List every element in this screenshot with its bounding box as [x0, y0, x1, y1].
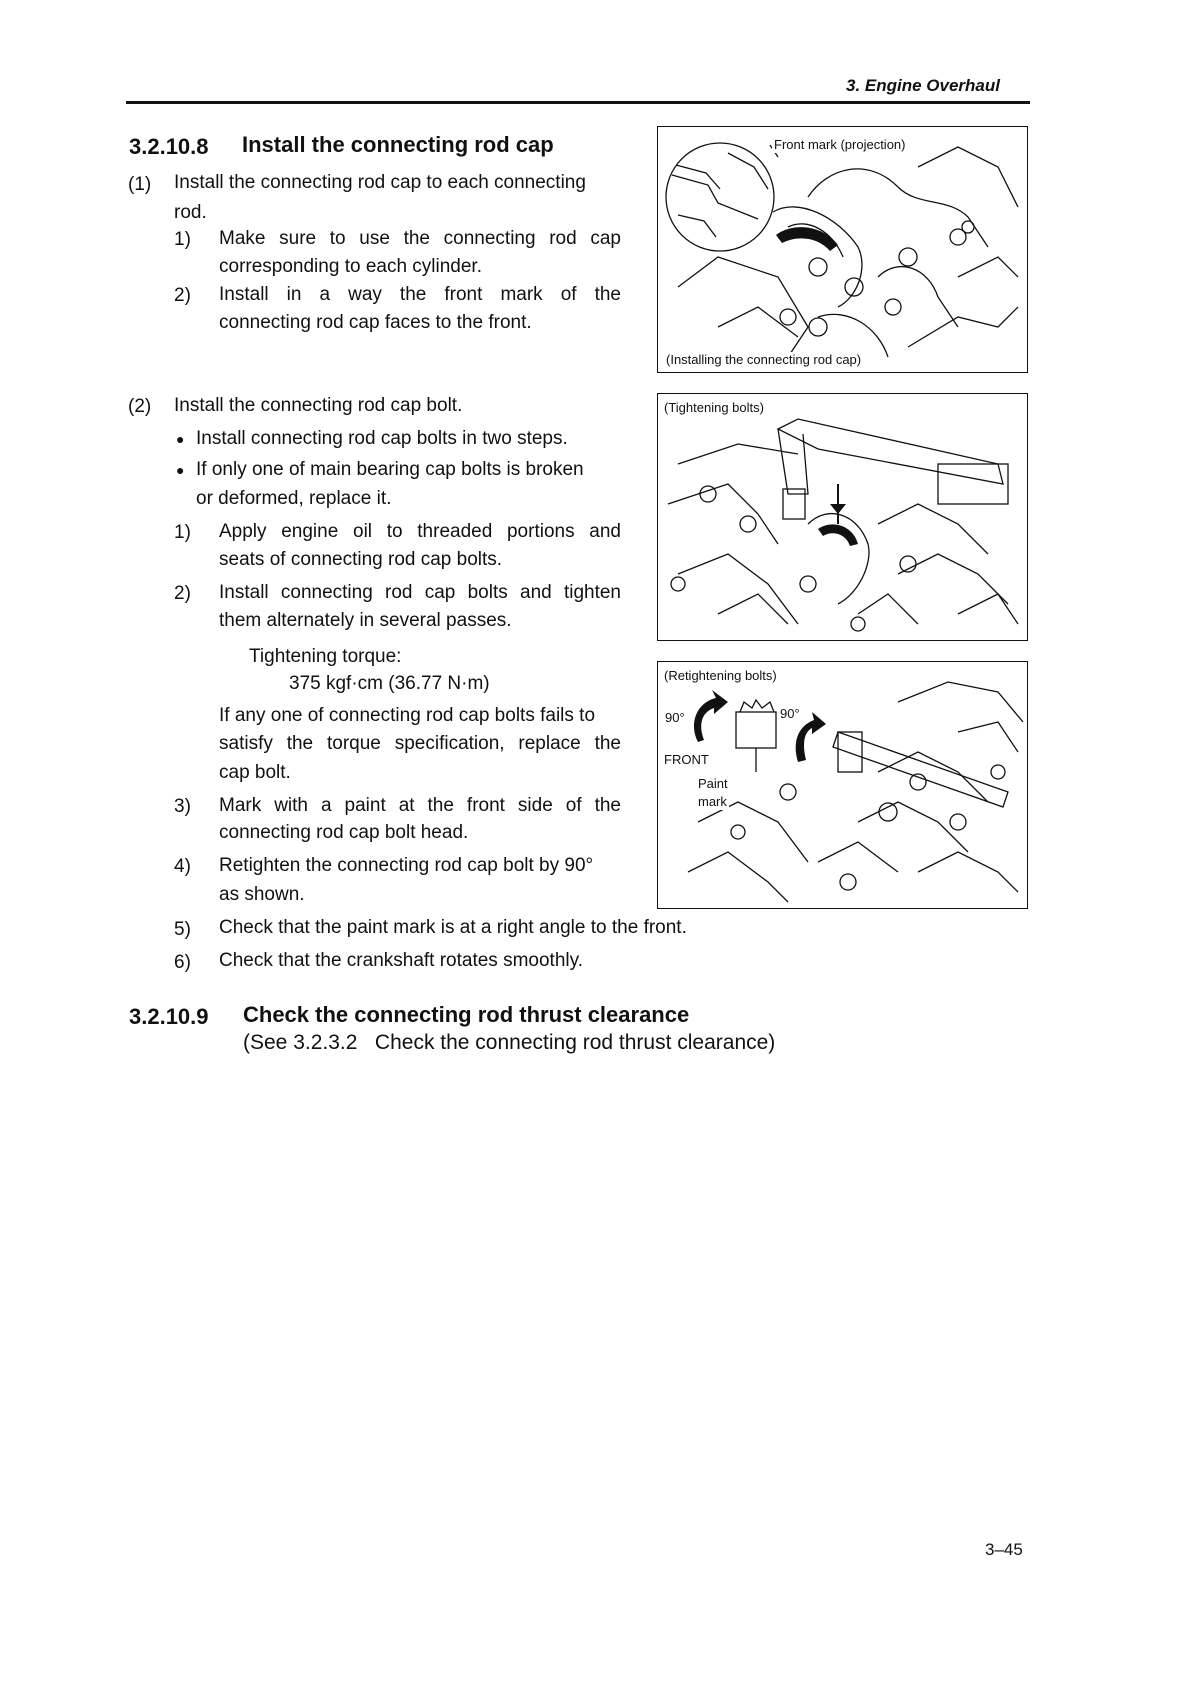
step-2-sub4-marker: 4) — [174, 856, 191, 877]
step-2-sub5-marker: 5) — [174, 919, 191, 940]
step-2-sub3-line1: Mark with a paint at the front side of the — [219, 795, 621, 816]
fig1-caption: (Installing the connecting rod cap) — [666, 352, 862, 367]
step-2-sub2-marker: 2) — [174, 583, 191, 604]
step-1-sub2-line1: Install in a way the front mark of the — [219, 284, 621, 305]
section-number-2: 3.2.10.9 — [129, 1004, 209, 1029]
step-1-line2: rod. — [174, 202, 207, 223]
fig3-paint-label: Paint — [698, 776, 728, 791]
fig3-front-label: FRONT — [664, 752, 709, 767]
bullet-2-line1: If only one of main bearing cap bolts is broken — [196, 459, 584, 480]
section-2-reference: (See 3.2.3.2 Check the connecting rod thrust clearance) — [243, 1031, 776, 1054]
note-line2: satisfy the torque specification, replace the — [219, 733, 621, 754]
figure-tightening-bolts — [657, 393, 1028, 641]
page-number: 3–45 — [985, 1540, 1023, 1559]
step-1-sub1-line2: corresponding to each cylinder. — [219, 256, 482, 277]
step-2-sub1-line2: seats of connecting rod cap bolts. — [219, 549, 503, 570]
fig3-mark-label: mark — [698, 794, 727, 809]
step-1-sub1-line1: Make sure to use the connecting rod cap — [219, 228, 621, 249]
section-title-2: Check the connecting rod thrust clearance — [243, 1002, 690, 1027]
engine-rod-cap-illustration — [658, 127, 1027, 372]
step-2-sub5-line1: Check that the paint mark is at a right angle to the front. — [219, 917, 687, 938]
bullet-2-dot: ● — [176, 462, 185, 478]
step-2-marker: (2) — [128, 396, 152, 417]
figure-install-rod-cap — [657, 126, 1028, 373]
step-2-sub3-line2: connecting rod cap bolt head. — [219, 822, 469, 843]
step-1-line1: Install the connecting rod cap to each connecting — [174, 172, 586, 193]
note-line3: cap bolt. — [219, 762, 291, 783]
note-line1: If any one of connecting rod cap bolts fails to — [219, 705, 596, 726]
torque-wrench-illustration — [658, 394, 1027, 640]
fig1-label-front-mark: Front mark (projection) — [774, 137, 906, 152]
torque-value: 375 kgf·cm (36.77 N·m) — [289, 673, 490, 694]
step-1-sub2-line2: connecting rod cap faces to the front. — [219, 312, 532, 333]
step-2-sub2-line2: them alternately in several passes. — [219, 610, 512, 631]
bullet-2-line2: or deformed, replace it. — [196, 488, 392, 509]
step-1-sub1-marker: 1) — [174, 229, 191, 250]
fig2-caption: (Tightening bolts) — [664, 400, 764, 415]
step-2-sub4-line2: as shown. — [219, 884, 305, 905]
step-2-sub6-line1: Check that the crankshaft rotates smoothly. — [219, 950, 583, 971]
step-2-sub4-line1: Retighten the connecting rod cap bolt by 90° — [219, 855, 594, 876]
step-2-sub1-line1: Apply engine oil to threaded portions and — [219, 521, 621, 542]
section-title-1: Install the connecting rod cap — [242, 132, 554, 157]
torque-label: Tightening torque: — [249, 646, 402, 667]
step-2-sub1-marker: 1) — [174, 522, 191, 543]
figure-retightening-bolts — [657, 661, 1028, 909]
fig3-caption: (Retightening bolts) — [664, 668, 777, 683]
step-2-line1: Install the connecting rod cap bolt. — [174, 395, 463, 416]
fig3-angle-left: 90° — [665, 710, 685, 725]
step-1-marker: (1) — [128, 174, 152, 195]
fig3-angle-right: 90° — [780, 706, 800, 721]
step-2-sub2-line1: Install connecting rod cap bolts and tighten — [219, 582, 621, 603]
section-number-1: 3.2.10.8 — [129, 134, 209, 159]
step-2-sub6-marker: 6) — [174, 952, 191, 973]
header-rule — [126, 101, 1030, 104]
step-2-sub3-marker: 3) — [174, 796, 191, 817]
bullet-1-text: Install connecting rod cap bolts in two steps. — [196, 428, 568, 449]
step-1-sub2-marker: 2) — [174, 285, 191, 306]
bullet-1-dot: ● — [176, 431, 185, 447]
chapter-header: 3. Engine Overhaul — [846, 76, 1000, 95]
